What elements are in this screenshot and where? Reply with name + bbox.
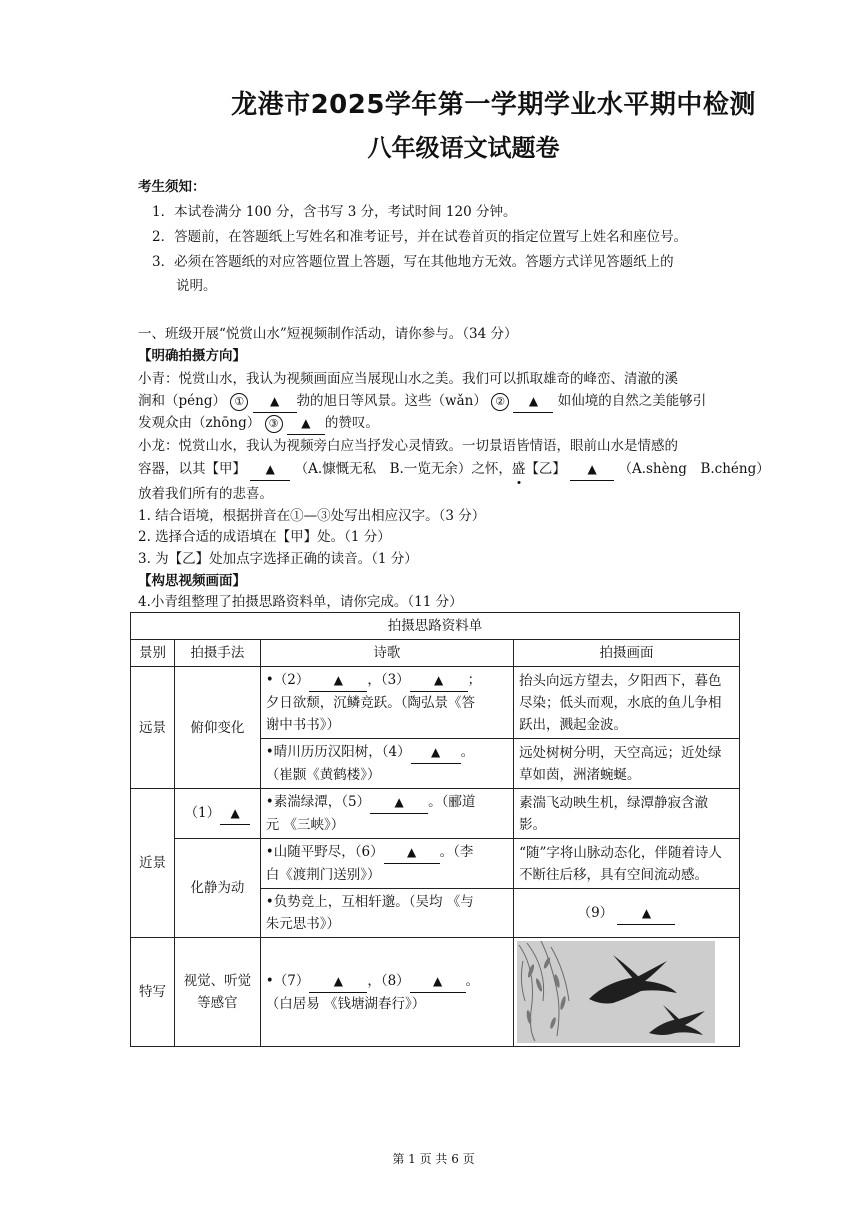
text: ，（3）: [367, 672, 410, 688]
poem-cell: [260, 839, 513, 889]
poem-cell: [260, 889, 513, 938]
triangle-icon: ▲: [394, 795, 404, 809]
xiaolong-line-1: 小龙：悦赏山水，我认为视频旁白应当抒发心灵情致。一切景语皆情语，眼前山水是情感的: [138, 438, 678, 454]
notice-item-1: 1．本试卷满分 100 分，含书写 3 分，考试时间 120 分钟。: [152, 204, 517, 220]
answer-blank-9[interactable]: [617, 902, 675, 925]
answer-blank-1-method[interactable]: [220, 802, 250, 825]
triangle-icon: ▲: [587, 462, 597, 476]
question-3: 3. 为【乙】处加点字选择正确的读音。（1 分）: [138, 551, 418, 567]
text: ，（8）: [367, 972, 410, 989]
shot-type-near: 近景: [131, 789, 175, 938]
text: （白居易 《钱塘湖春行》）: [265, 995, 426, 1012]
text: 。（郦道: [428, 794, 476, 810]
table-caption-row: [131, 613, 740, 640]
triangle-icon: ▲: [333, 973, 343, 988]
planning-table: [130, 612, 740, 1047]
answer-blank-6[interactable]: [384, 841, 440, 864]
answer-blank-2[interactable]: [513, 390, 553, 413]
triangle-icon: ▲: [265, 462, 275, 476]
table-row: [131, 667, 740, 739]
text: 【乙】: [525, 461, 566, 477]
table-header-row: [131, 640, 740, 667]
blank-number-1: ①: [230, 393, 248, 411]
text: 。: [465, 972, 480, 989]
xiaoqing-line-3: [138, 412, 379, 435]
shot-type-closeup: 特写: [131, 938, 175, 1047]
xiaolong-line-2: [138, 458, 770, 481]
method-cell: [174, 938, 260, 1047]
poem-cell: [260, 667, 513, 739]
text: •负势竞上，互相轩邈。（吴均 《与: [265, 894, 474, 910]
answer-blank-yi[interactable]: [570, 458, 614, 481]
text: 容器，以其【甲】: [138, 461, 246, 477]
page-footer: 第 1 页 共 6 页: [392, 1152, 475, 1166]
table-row: [131, 789, 740, 839]
text: 。: [460, 744, 475, 760]
text: （崔颢《黄鹤楼》）: [265, 767, 381, 783]
triangle-icon: ▲: [433, 973, 443, 988]
method-cell: 俯仰变化: [174, 667, 260, 789]
xiaolong-line-3: 放着我们所有的悲喜。: [138, 486, 273, 502]
method-cell: [174, 789, 260, 839]
triangle-icon: ▲: [230, 806, 240, 820]
text: 发观众由（zhōng）: [138, 415, 261, 431]
poem-cell: [260, 789, 513, 839]
answer-blank-7[interactable]: [309, 970, 367, 993]
scene-cell: 远处树树分明，天空高远；近处绿草如茵，洲渚蜿蜒。: [514, 739, 740, 789]
text: （1）: [184, 805, 221, 821]
blank-number-3: ③: [265, 415, 283, 433]
scene-cell: 素湍飞动映生机，绿潭静寂含澈影。: [514, 789, 740, 839]
table-row: [131, 938, 740, 1047]
exam-subtitle: 八年级语文试题卷: [367, 134, 560, 162]
text: 。（李: [439, 844, 474, 860]
poem-cell: [260, 938, 513, 1047]
image-cell: [514, 938, 740, 1047]
text: 涧和（péng）: [138, 393, 226, 409]
answer-blank-3-poem[interactable]: [410, 669, 468, 692]
text: •（7）: [265, 972, 310, 989]
text: •（2）: [265, 672, 310, 688]
sub-heading-direction: 【明确拍摄方向】: [138, 348, 246, 364]
notice-item-2: 2．答题前，在答题纸上写姓名和准考证号，并在试卷首页的指定位置写上姓名和座位号。: [152, 229, 688, 245]
answer-blank-5[interactable]: [370, 791, 428, 814]
table-caption: 拍摄思路资料单: [131, 613, 740, 640]
triangle-icon: ▲: [641, 905, 652, 920]
text: （A.shèng B.chéng）: [618, 461, 770, 477]
exam-title: 龙港市2025学年第一学期学业水平期中检测: [231, 90, 756, 120]
text: （A.慷慨无私 B.一览无余）之怀，: [294, 461, 512, 477]
triangle-icon: ▲: [434, 673, 444, 687]
answer-blank-1[interactable]: [253, 390, 297, 413]
notice-item-3: 3．必须在答题纸的对应答题位置上答题，写在其他地方无效。答题方式详见答题纸上的: [152, 254, 674, 270]
poem-cell: [260, 739, 513, 789]
question-1: 1. 结合语境，根据拼音在①—③处写出相应汉字。（3 分）: [138, 508, 486, 524]
notice-item-3-cont: 说明。: [176, 278, 217, 294]
text: 等感官: [197, 995, 238, 1011]
question-4: 4.小青组整理了拍摄思路资料单，请你完成。（11 分）: [138, 594, 463, 610]
triangle-icon: ▲: [406, 845, 417, 859]
blank-number-2: ②: [491, 393, 509, 411]
text: 勃的旭日等风景。这些（wǎn）: [296, 393, 487, 409]
triangle-icon: ▲: [269, 394, 280, 408]
table-row: [131, 839, 740, 889]
column-header: 拍摄手法: [174, 640, 260, 667]
notice-heading: 考生须知：: [138, 179, 206, 195]
text: 元 《三峡》）: [265, 817, 345, 833]
column-header: 景别: [131, 640, 175, 667]
xiaoqing-line-1: 小青：悦赏山水，我认为视频画面应当展现山水之美。我们可以抓取雄奇的峰峦、清澈的溪: [138, 371, 678, 387]
text: 白《渡荆门送别》）: [265, 867, 381, 883]
text: 如仙境的自然之美能够引: [557, 393, 707, 409]
scene-cell: 抬头向远方望去，夕阳西下，暮色尽染；低头而观，水底的鱼儿争相跃出，溅起金波。: [514, 667, 740, 739]
answer-blank-4[interactable]: [411, 741, 461, 764]
scene-cell: “随”字将山脉动态化，伴随着诗人不断往后移，具有空间流动感。: [514, 839, 740, 889]
text: 谢中书书》）: [265, 717, 341, 733]
triangle-icon: ▲: [333, 673, 343, 687]
dotted-character: 盛: [512, 458, 526, 480]
answer-blank-8[interactable]: [410, 970, 466, 993]
answer-blank-jia[interactable]: [250, 458, 290, 481]
shot-type-far: 远景: [131, 667, 175, 789]
text: （9）: [577, 904, 614, 921]
sub-heading-frame: 【构思视频画面】: [138, 573, 246, 589]
column-header: 拍摄画面: [514, 640, 740, 667]
text: ；: [467, 672, 482, 688]
triangle-icon: ▲: [528, 394, 539, 408]
xiaoqing-line-2: [138, 390, 706, 413]
text: •晴川历历汉阳树，（4）: [265, 744, 411, 760]
text: 夕日欲颓，沉鳞竞跃。（陶弘景《答: [265, 695, 476, 711]
triangle-icon: ▲: [430, 745, 441, 759]
text: •山随平野尽，（6）: [265, 844, 384, 860]
column-header: 诗歌: [260, 640, 513, 667]
text: 视觉、听觉: [183, 973, 252, 989]
answer-blank-3[interactable]: [287, 412, 325, 435]
section-heading: 一、班级开展“悦赏山水”短视频制作活动，请你参与。（34 分）: [138, 326, 518, 342]
question-2: 2. 选择合适的成语填在【甲】处。（1 分）: [138, 529, 391, 545]
swallow-painting: [517, 941, 715, 1043]
text: •素湍绿潭，（5）: [265, 794, 371, 810]
answer-blank-2-poem[interactable]: [309, 669, 367, 692]
text: 的赞叹。: [324, 415, 379, 431]
scene-cell: [514, 889, 740, 938]
text: 朱元思书》）: [265, 916, 341, 932]
triangle-icon: ▲: [301, 416, 311, 430]
method-cell: 化静为动: [174, 839, 260, 938]
